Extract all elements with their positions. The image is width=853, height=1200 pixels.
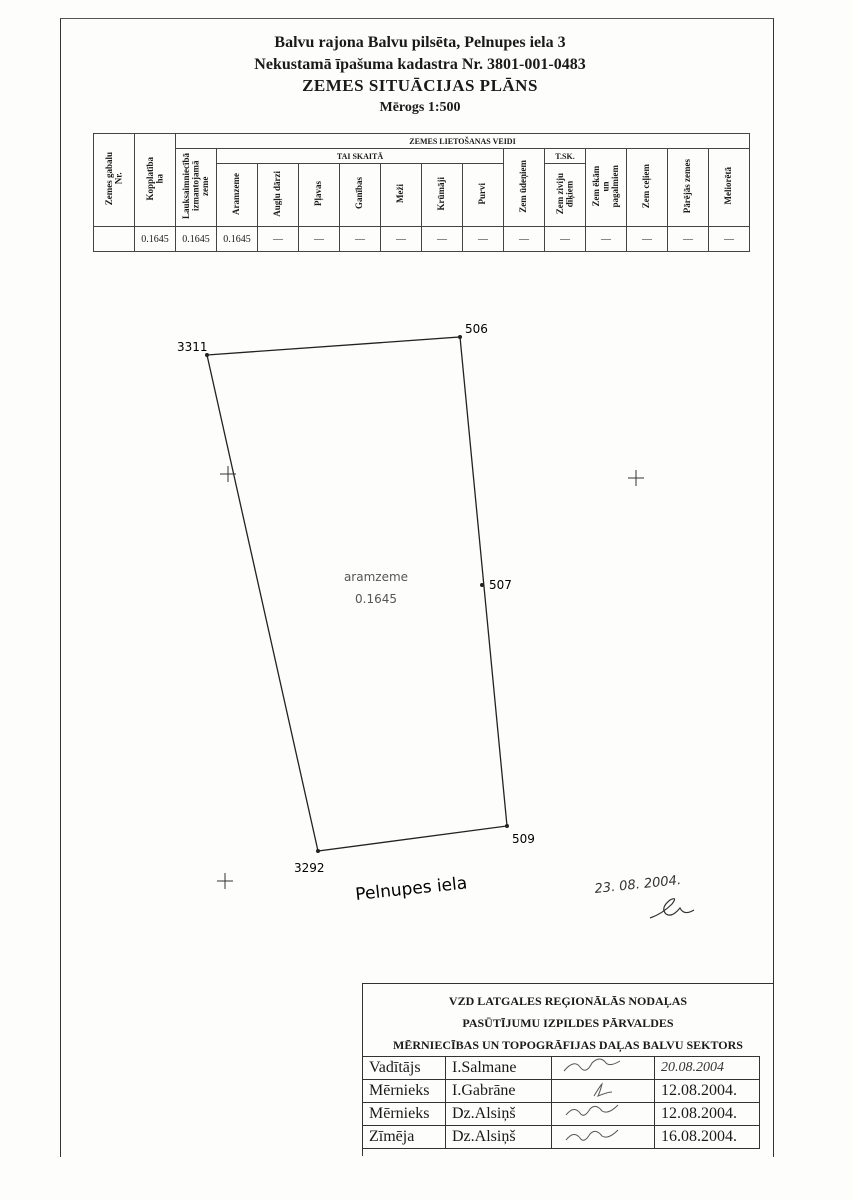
col-header-parcel-nr: Zemes gabalu Nr. [94,134,135,227]
cadastre-number-line: Nekustamā īpašuma kadastra Nr. 3801-001-0483 [254,56,586,73]
table-row [363,1103,760,1126]
value-shrubs: — [422,227,463,252]
signer-name: Dz.Alsiņš [446,1103,552,1126]
col-header-under-water: Zem ūdeņiem [504,149,545,227]
land-use-group-header: ZEMES LIETOŠANAS VEIDI [176,134,750,149]
signer-name: Dz.Alsiņš [446,1126,552,1149]
point-label-3311: 3311 [177,340,208,354]
value-other-land: — [668,227,709,252]
value-bogs: — [463,227,504,252]
value-fish-ponds: — [545,227,586,252]
signer-name: I.Gabrāne [446,1080,552,1103]
boundary-point-marker [505,824,509,828]
tsk-header: T.SK. [545,149,586,164]
col-header-meadows: Pļavas [299,164,340,227]
col-header-drained: Meliorētā [709,149,750,227]
col-header-orchards: Augļu dārzi [258,164,299,227]
table-row [363,1057,760,1080]
street-name-label: Pelnupes iela [354,873,469,905]
value-orchards: — [258,227,299,252]
col-header-forests: Meži [381,164,422,227]
sign-date: 16.08.2004. [655,1126,760,1149]
sign-date: 12.08.2004. [655,1080,760,1103]
col-header-total-area: Kopplatība ha [135,134,176,227]
value-under-water: — [504,227,545,252]
scale-line: Mērogs 1:500 [379,100,461,115]
parcel-area-label: 0.1645 [355,592,397,606]
col-header-arable: Aramzeme [217,164,258,227]
value-meadows: — [299,227,340,252]
point-label-509: 509 [512,832,535,846]
signer-role: Zīmēja [363,1126,446,1149]
grid-cross-marks [217,466,644,889]
value-drained: — [709,227,750,252]
point-label-507: 507 [489,578,512,592]
value-under-buildings: — [586,227,627,252]
organization-name: VZD LATGALES REĢIONĀLĀS NODAĻAS PASŪTĪJUMU IZPILDES PĀRVALDES MĒRNIECĪBAS UN TOPOGRĀFIJAS DAĻAS BALVU SEKTORS [393,994,743,1052]
signature-scribble [552,1126,655,1149]
signature-scribble [552,1057,655,1080]
col-header-under-roads: Zem ceļiem [627,149,668,227]
point-label-506: 506 [465,322,488,336]
subgroup-header: TAI SKAITĀ [217,149,504,164]
signer-role: Vadītājs [363,1057,446,1080]
parcel-land-type-label: aramzeme [343,570,409,584]
value-arable: 0.1645 [217,227,258,252]
sign-date: 20.08.2004 [655,1057,760,1080]
value-total-area: 0.1645 [135,227,176,252]
sign-date: 12.08.2004. [655,1103,760,1126]
signature-scribble [552,1080,655,1103]
col-header-pastures: Ganības [340,164,381,227]
table-row [363,1126,760,1149]
signature-scribble [552,1103,655,1126]
boundary-point-marker [480,583,484,587]
value-pastures: — [340,227,381,252]
col-header-other-land: Pārējās zemes [668,149,709,227]
signers-table [362,1056,760,1149]
point-label-3292: 3292 [294,861,325,875]
boundary-point-marker [458,335,462,339]
value-forests: — [381,227,422,252]
signer-name: I.Salmane [446,1057,552,1080]
value-under-roads: — [627,227,668,252]
handwritten-signature [650,899,694,918]
location-line: Balvu rajona Balvu pilsēta, Pelnupes iela 3 [274,34,566,51]
signer-role: Mērnieks [363,1080,446,1103]
signer-role: Mērnieks [363,1103,446,1126]
col-header-agri-land: Lauksaimniecībā izmantojamā zeme [176,149,217,227]
col-header-fish-ponds: Zem ziviju dīķiem [545,164,586,227]
col-header-under-buildings: Zem ēkām un pagalmiem [586,149,627,227]
document-title: ZEMES SITUĀCIJAS PLĀNS [302,76,538,95]
col-header-bogs: Purvi [463,164,504,227]
handwritten-date: 23. 08. 2004. [593,872,682,897]
table-row [363,1080,760,1103]
value-agri-land: 0.1645 [176,227,217,252]
boundary-point-marker [316,849,320,853]
col-header-shrubs: Krūmāji [422,164,463,227]
